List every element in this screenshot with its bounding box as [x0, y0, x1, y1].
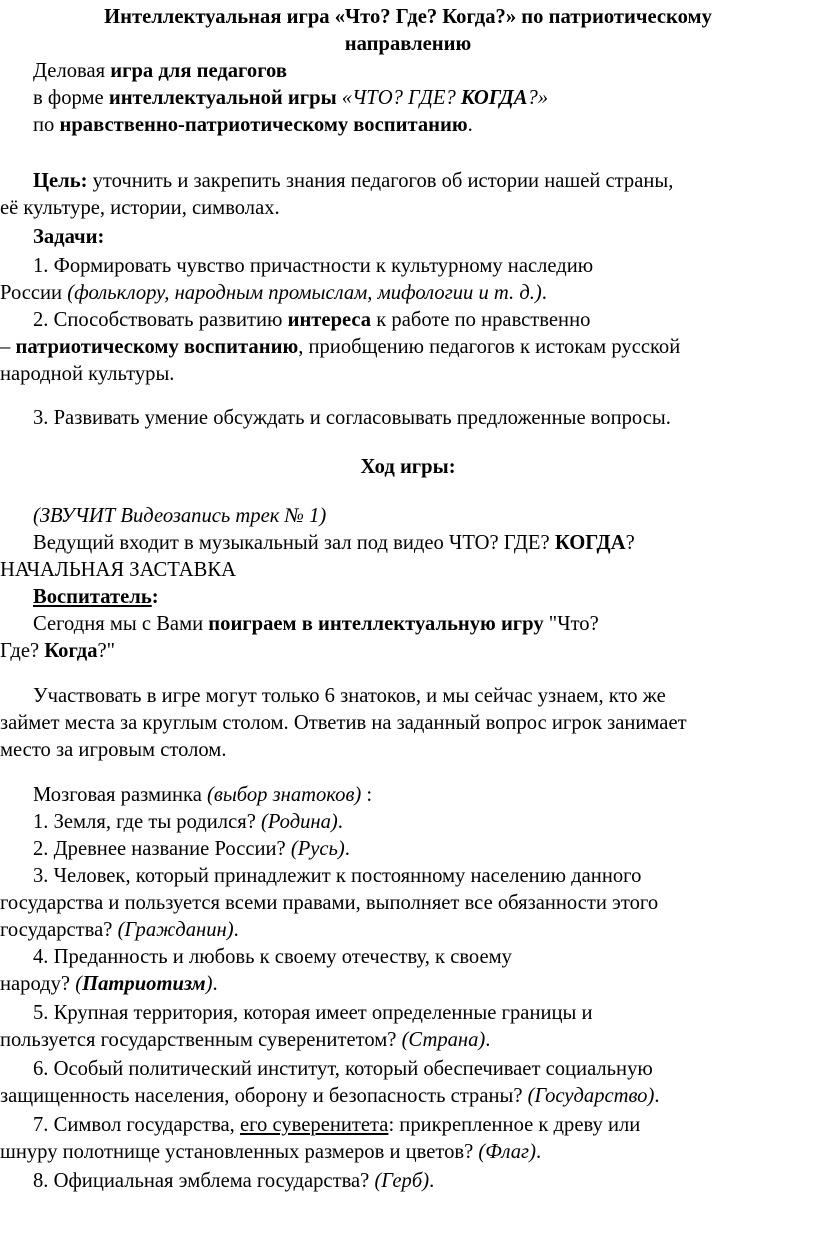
question-2: 2. Древнее название России? (Русь). — [33, 838, 350, 860]
question-5-line-1: 5. Крупная территория, которая имеет определенные границы и — [33, 1002, 593, 1024]
intro-line-3: по нравственно-патриотическому воспитанию. — [33, 114, 473, 136]
question-7-line-2: шнуру полотнище установленных размеров и цветов? (Флаг). — [0, 1141, 542, 1163]
question-3-line-1: 3. Человек, который принадлежит к постоянному населению данного — [33, 865, 642, 887]
participants-line-2: займет места за круглым столом. Ответив на заданный вопрос игрок занимает — [0, 712, 687, 734]
question-7-line-1: 7. Символ государства, его суверенитета: прикрепленное к древу или — [33, 1114, 641, 1136]
task-2-line-2: – патриотическому воспитанию, приобщению педагогов к истокам русской — [0, 336, 681, 358]
sound-note: (ЗВУЧИТ Видеозапись трек № 1) — [33, 505, 327, 527]
question-6-line-2: защищенность населения, оборону и безопасность страны? (Государство). — [0, 1085, 660, 1107]
title-line-1: Интеллектуальная игра «Что? Где? Когда?» по патриотическому — [104, 6, 712, 28]
host-line-2: НАЧАЛЬНАЯ ЗАСТАВКА — [0, 559, 236, 581]
today-line-2: Где? Когда?" — [0, 640, 116, 662]
task-1-line-2: России (фольклору, народным промыслам, мифологии и т. д.). — [0, 282, 547, 304]
question-1: 1. Земля, где ты родился? (Родина). — [33, 811, 343, 833]
question-3-line-2: государства и пользуется всеми правами, выполняет все обязанности этого — [0, 892, 659, 914]
question-3-line-3: государства? (Гражданин). — [0, 919, 239, 941]
question-5-line-2: пользуется государственным суверенитетом? (Страна). — [0, 1029, 491, 1051]
participants-line-1: Участвовать в игре могут только 6 знатоков, и мы сейчас узнаем, кто же — [33, 685, 666, 707]
teacher-label: Воспитатель: — [33, 586, 159, 608]
task-2-line-3: народной культуры. — [0, 363, 175, 385]
title-line-2: направлению — [344, 33, 472, 55]
question-8: 8. Официальная эмблема государства? (Герб). — [33, 1170, 435, 1192]
intro-line-1: Деловая игра для педагогов — [33, 60, 287, 82]
question-6-line-1: 6. Особый политический институт, который обеспечивает социальную — [33, 1058, 653, 1080]
goal-line-1: Цель: уточнить и закрепить знания педагогов об истории нашей страны, — [33, 170, 674, 192]
task-3: 3. Развивать умение обсуждать и согласовывать предложенные вопросы. — [33, 407, 671, 429]
intro-line-2: в форме интеллектуальной игры «ЧТО? ГДЕ? КОГДА?» — [33, 87, 549, 109]
host-line-1: Ведущий входит в музыкальный зал под видео ЧТО? ГДЕ? КОГДА? — [33, 532, 635, 554]
tasks-heading: Задачи: — [33, 226, 105, 248]
question-4-line-1: 4. Преданность и любовь к своему отечеству, к своему — [33, 946, 512, 968]
warmup-heading: Мозговая разминка (выбор знатоков) : — [33, 784, 373, 806]
participants-line-3: место за игровым столом. — [0, 739, 227, 761]
today-line-1: Сегодня мы с Вами поиграем в интеллектуальную игру "Что? — [33, 613, 599, 635]
goal-line-2: её культуре, истории, символах. — [0, 197, 280, 219]
question-4-line-2: народу? (Патриотизм). — [0, 973, 218, 995]
task-2-line-1: 2. Способствовать развитию интереса к работе по нравственно — [33, 309, 591, 331]
game-heading: Ход игры: — [360, 456, 456, 478]
task-1-line-1: 1. Формировать чувство причастности к культурному наследию — [33, 255, 594, 277]
